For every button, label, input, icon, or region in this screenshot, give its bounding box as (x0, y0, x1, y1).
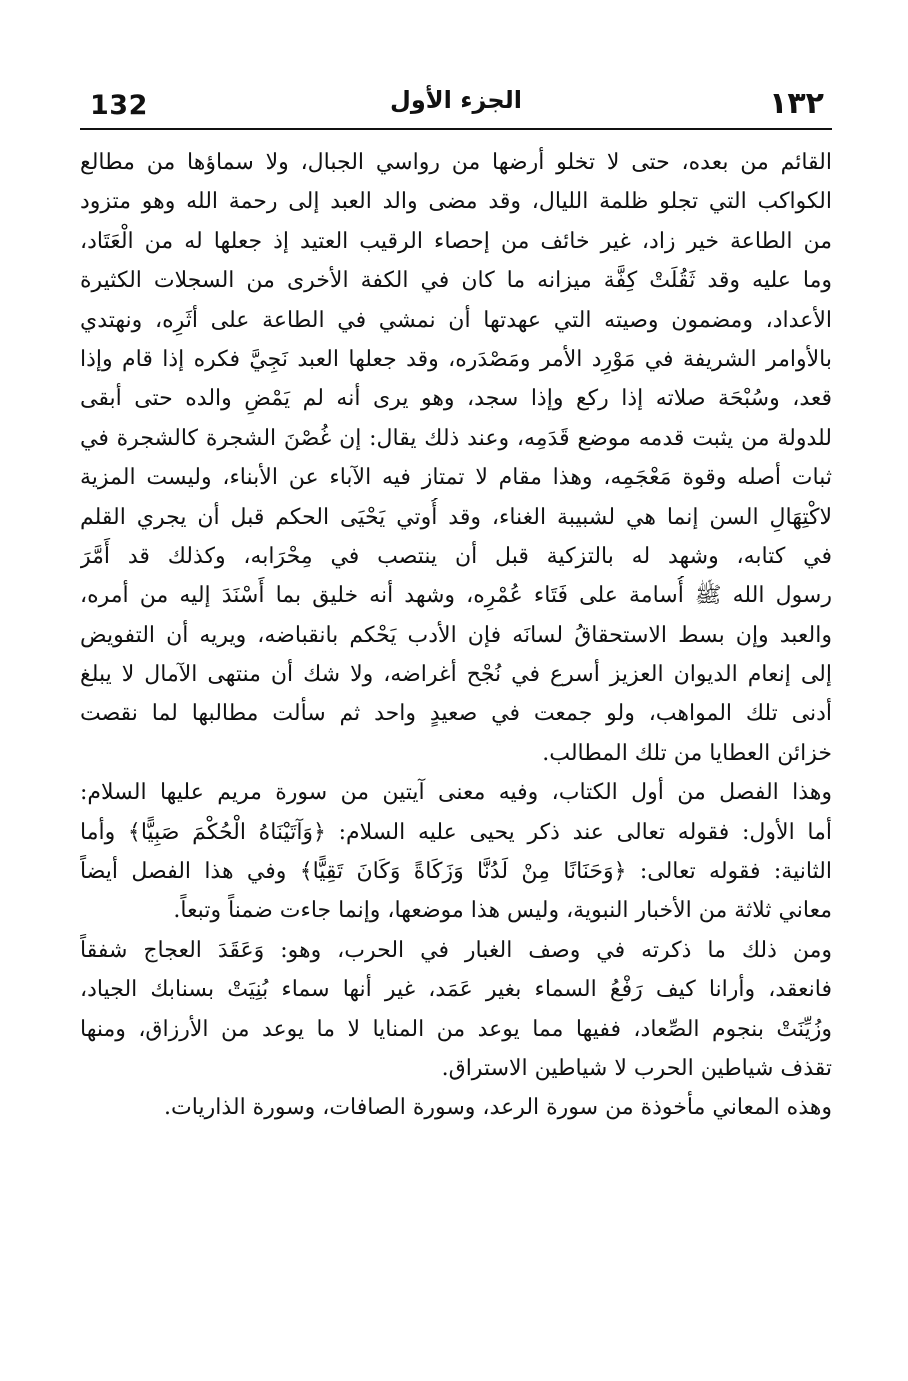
text-line: من الطاعة خير زاد، غير خائف من إحصاء الرقيب العتيد إذ جعلها له من الْعَتَاد، (80, 228, 832, 254)
text-line: رسول الله ﷺ أُسامة على فَتَاء عُمْرِه، وشهد أنه خليق بما أَسْنَدَ إليه من أمره، (80, 583, 832, 609)
text-line: بالأوامر الشريفة في مَوْرِد الأمر ومَصْدَره، وقد جعلها العبد نَجِيَّ فكره إذا قام وإذا (80, 346, 832, 372)
text-line: لاكْتِهَالِ السن إنما هي لشبيبة الغناء، وقد أُوتي يَحْيَى الحكم قبل أن يجري القلم (80, 504, 832, 530)
quran-line: الثانية: فقوله تعالى: ﴿وَحَنَانًا مِنْ لَدُنَّا وَزَكَاةً وَكَانَ تَقِيًّا﴾ وفي هذا الفصل أيضاً (80, 859, 832, 885)
text-line: معاني ثلاثة من الأخبار النبوية، وليس هذا موضعها، وإنما جاءت ضمناً وتبعاً. (173, 898, 832, 924)
text-line: تقذف شياطين الحرب لا شياطين الاستراق. (441, 1055, 832, 1081)
text-line: أدنى تلك المواهب، ولو جمعت في صعيدٍ واحد ثم سألت مطالبها لما نقصت (80, 701, 832, 727)
main-paragraph (80, 143, 832, 773)
dust-paragraph (80, 931, 832, 1089)
text-line: وهذا الفصل من أول الكتاب، وفيه معنى آيتين من سورة مريم عليها السلام: (80, 780, 832, 806)
page-header (80, 82, 832, 130)
page-number-latin: 132 (90, 90, 148, 121)
text-line: ثبات أصله وقوة مَعْجَمِه، وهذا مقام لا تمتاز فيه الآباء عن الأبناء، وليست المزية (80, 465, 832, 491)
text-line: قعد، وسُبْحَة صلاته إذا ركع وإذا سجد، وهو يرى أنه لم يَمْضِ والده حتى أبقى (80, 386, 832, 412)
quran-line: أما الأول: فقوله تعالى عند ذكر يحيى عليه السلام: ﴿وَآتَيْنَاهُ الْحُكْمَ صَبِيًّا﴾ وأما (80, 819, 832, 845)
text-line: إلى إنعام الديوان العزيز أسرع في نُجْح أغراضه، ولا شك أن منتهى الآمال لا يبلغ (80, 662, 832, 688)
text-line: وما عليه وقد ثَقُلَتْ كِفَّة ميزانه ما كان في الكفة الأخرى من السجلات الكثيرة (80, 268, 832, 294)
text-line: وزُيِّنَتْ بنجوم الصِّعاد، ففيها مما يوعد من المنايا لا ما يوعد من الأرزاق، ومنها (80, 1016, 832, 1042)
text-line: فانعقد، وأرانا كيف رَفْعُ السماء بغير عَمَد، غير أنها سماء بُنِيَتْ بسنابك الجياد، (80, 977, 832, 1003)
page-body (80, 143, 832, 1128)
text-line: في كتابه، وشهد له بالتزكية قبل أن ينتصب في مِحْرَابه، وكذلك قد أَمَّرَ (80, 543, 832, 569)
header-rule (80, 128, 832, 130)
text-line: خزائن العطايا من تلك المطالب. (542, 740, 832, 766)
text-line: القائم من بعده، حتى لا تخلو أرضها من رواسي الجبال، ولا سماؤها من مطالع (80, 150, 832, 175)
text-line: الكواكب التي تجلو ظلمة الليال، وقد مضى والد العبد إلى رحمة الله وهو متزود (80, 189, 832, 215)
text-line: الأعداد، ومضمون وصيته التي عهدتها أن نمشي في الطاعة على أثَرِه، ونهتدي (80, 307, 832, 333)
running-title: الجزء الأول (390, 86, 522, 114)
text-line: ومن ذلك ما ذكرته في وصف الغبار في الحرب، وهو: وَعَقَدَ العجاج شفقاً (80, 937, 832, 963)
text-line: والعبد وإن بسط الاستحقاقُ لسانَه فإن الأدب يَحْكم بانقباضه، ويريه أن التفويض (80, 622, 832, 648)
note-paragraph (80, 1088, 832, 1127)
section-paragraph (80, 773, 832, 931)
page-number-arabic: ١٣٢ (769, 86, 824, 121)
text-line: وهذه المعاني مأخوذة من سورة الرعد، وسورة الصافات، وسورة الذاريات. (164, 1095, 832, 1121)
text-line: للدولة من يثبت قدمه موضع قَدَمِه، وعند ذلك يقال: إن غُصْنَ الشجرة كالشجرة في (80, 425, 832, 451)
